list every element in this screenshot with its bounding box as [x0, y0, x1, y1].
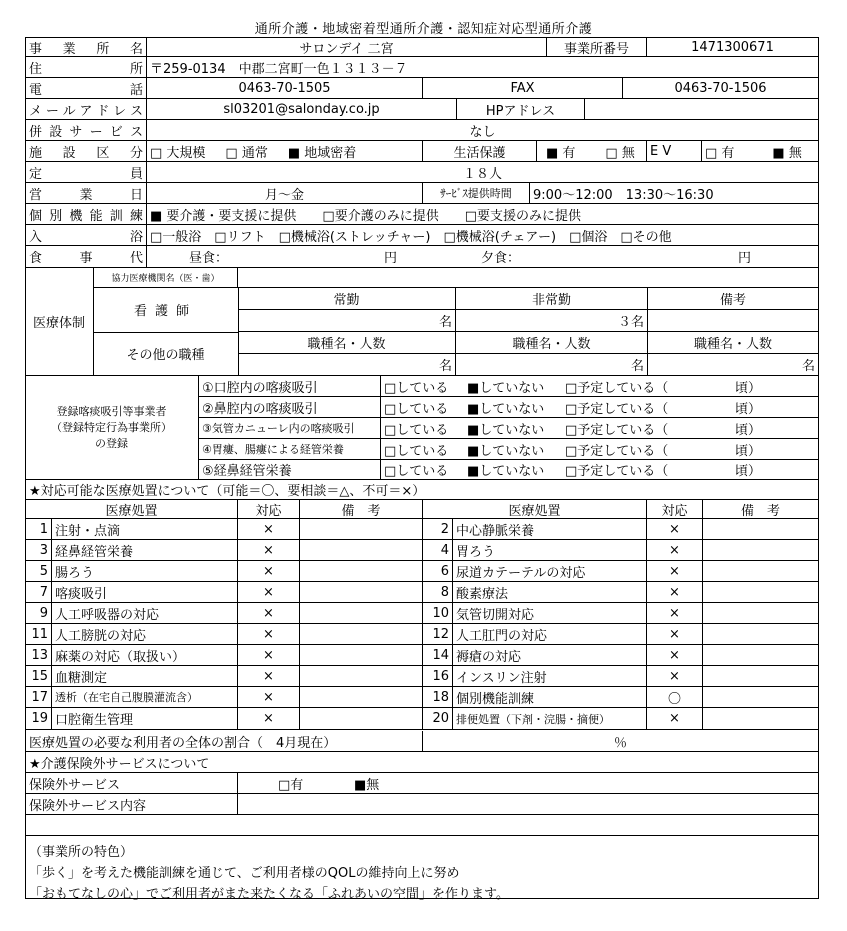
- treatment-mark: ×: [238, 582, 300, 602]
- suction-item-name: ⑤経鼻経管栄養: [199, 460, 381, 479]
- dinner-unit: 円: [738, 251, 752, 266]
- insurance-content-value: [238, 794, 818, 814]
- suction-plan-end: 頃）: [735, 422, 762, 438]
- treatment-name: 人工呼吸器の対応: [52, 603, 238, 623]
- treatment-mark: ×: [238, 561, 300, 581]
- note-col-right: 備 考: [740, 503, 780, 518]
- support-col-right: 対応: [647, 500, 703, 518]
- row-nurse-head: [238, 288, 818, 310]
- features-line2: 「おもてなしの心」でご利用者がまた来たくなる「ふれあいの空間」を作ります。: [29, 887, 509, 902]
- facility-local-checkbox[interactable]: ■ 地域密着: [287, 145, 357, 161]
- row-mail-hp: [26, 99, 818, 120]
- fulltime-count: 名: [238, 310, 456, 331]
- treatment-row: [26, 561, 818, 582]
- treatment-no: 6: [423, 561, 453, 581]
- suction-row: [199, 460, 818, 480]
- parttime-header: 非常勤: [456, 288, 648, 309]
- row-insurance-content: [26, 794, 818, 815]
- treatment-mark: ×: [647, 624, 703, 644]
- suction-registration-label: [25, 376, 199, 480]
- training-label: 個 別 機 能 訓 練: [26, 204, 147, 224]
- ev-options: [702, 141, 818, 161]
- suction-plan-end: 頃）: [735, 380, 762, 396]
- ratio-label: 医療処置の必要な利用者の全体の割合（ 4月現在）: [26, 731, 423, 751]
- suction-item-name: ③気管カニューレ内の喀痰吸引: [199, 418, 381, 438]
- parttime-count: ３名: [456, 310, 648, 331]
- treatment-no: 3: [26, 540, 52, 560]
- ev-yes-checkbox[interactable]: □ 有: [705, 145, 735, 161]
- suction-item-name: ②鼻腔内の喀痰吸引: [199, 397, 381, 417]
- partner-label: 協力医療機関名（医・歯）: [94, 268, 238, 287]
- note-col-left: 備 考: [300, 500, 423, 518]
- days-label: 営 業 日: [26, 183, 147, 203]
- row-address: [26, 57, 818, 78]
- treatment-note: [703, 645, 818, 665]
- treatment-note: [300, 519, 423, 539]
- features-line1: 「歩く」を考えた機能訓練を通じて、ご利用者様のQOLの維持向上に努め: [29, 866, 460, 881]
- treatment-note: [703, 603, 818, 623]
- treatment-row: [26, 645, 818, 666]
- insurance-service-options: [238, 773, 818, 793]
- capacity-label: 定 員: [26, 162, 147, 182]
- treatment-note: [300, 582, 423, 602]
- suction-label-line1: 登録喀痰吸引等事業者: [56, 404, 167, 418]
- row-nurse-values: [238, 310, 818, 332]
- treatment-mark: ×: [647, 603, 703, 623]
- treatment-mark: ×: [238, 540, 300, 560]
- ev-label: E V: [647, 141, 702, 161]
- treatment-name: 口腔衛生管理: [52, 708, 238, 729]
- row-treatment-header: [26, 500, 818, 519]
- row-blank: [26, 815, 818, 836]
- suction-not-checkbox[interactable]: ■していない: [467, 464, 545, 479]
- treatment-no: 14: [423, 645, 453, 665]
- treatment-row: [26, 582, 818, 603]
- treatment-row: [26, 624, 818, 645]
- insurance-yes-checkbox[interactable]: □有: [278, 777, 304, 793]
- treatment-no: 11: [26, 624, 52, 644]
- row-treatment-heading: [26, 480, 818, 500]
- treatment-note: [703, 708, 818, 729]
- treatment-mark: ×: [647, 582, 703, 602]
- suction-plan-checkbox[interactable]: □予定している（: [565, 443, 669, 459]
- tel-label: 電 話: [26, 78, 147, 98]
- row-capacity: [26, 162, 818, 183]
- document-title: 通所介護・地域密着型通所介護・認知症対応型通所介護: [254, 22, 593, 37]
- suction-item-name: ④胃瘻、腸瘻による経管栄養: [199, 439, 381, 459]
- treatment-no: 10: [423, 603, 453, 623]
- suction-plan-checkbox[interactable]: □予定している（: [565, 380, 669, 396]
- mail-label: メ ー ル ア ド レ ス: [26, 99, 147, 119]
- treatment-note: [703, 561, 818, 581]
- dinner-label: 夕食：: [481, 251, 521, 266]
- treatment-name: 尿道カテーテルの対応: [453, 561, 647, 581]
- treatment-name: 血糖測定: [52, 666, 238, 686]
- insurance-service-label: 保険外サービス: [26, 773, 238, 793]
- treatment-mark: ×: [238, 645, 300, 665]
- treatment-row: [26, 603, 818, 624]
- address-value: 〒259-0134 中郡二宮町一色１３１３－７: [150, 61, 408, 77]
- hp-value: [585, 99, 818, 119]
- row-insurance-heading: [26, 752, 818, 773]
- nurse-note-value: [648, 310, 818, 331]
- suction-not-checkbox[interactable]: ■していない: [467, 380, 545, 396]
- bath-label: 入 浴: [26, 225, 147, 245]
- mail-value: sl03201@salonday.co.jp: [147, 99, 457, 119]
- capacity-value: １８人: [462, 166, 502, 182]
- treatment-name: 麻薬の対応（取扱い）: [52, 645, 238, 665]
- suction-plan-checkbox[interactable]: □予定している（: [565, 401, 669, 417]
- job-count-3: 名: [801, 359, 815, 374]
- treatment-no: 13: [26, 645, 52, 665]
- row-office-name: [26, 38, 818, 57]
- welfare-label: 生活保護: [423, 141, 537, 161]
- suction-row: [199, 397, 818, 418]
- hours-label: ｻｰﾋﾞｽ提供時間: [423, 183, 530, 203]
- treatment-mark: ×: [647, 645, 703, 665]
- fax-label: FAX: [423, 78, 623, 98]
- suction-not-checkbox[interactable]: ■していない: [467, 422, 545, 438]
- welfare-no-checkbox[interactable]: □ 無: [605, 145, 635, 161]
- row-facility: [26, 141, 818, 162]
- treatment-mark: ×: [647, 708, 703, 729]
- treatment-name: 中心静脈栄養: [453, 519, 647, 539]
- treatment-mark: ×: [647, 561, 703, 581]
- facility-large-checkbox[interactable]: □ 大規模: [150, 145, 206, 161]
- treatment-note: [703, 666, 818, 686]
- address-label: 住 所: [26, 57, 147, 77]
- treatment-note: [300, 666, 423, 686]
- treatment-mark: ×: [238, 519, 300, 539]
- suction-item-status: [381, 460, 818, 479]
- treatment-no: 15: [26, 666, 52, 686]
- features-heading: （事業所の特色）: [29, 845, 134, 860]
- hours-value: 9:00～12:00 13:30～16:30: [533, 187, 714, 203]
- welfare-options: [537, 141, 647, 161]
- treatment-no: 19: [26, 708, 52, 729]
- suction-not-checkbox[interactable]: ■していない: [467, 443, 545, 459]
- facility-info-form: [25, 37, 819, 902]
- treatment-name: 人工肛門の対応: [453, 624, 647, 644]
- welfare-yes-checkbox[interactable]: ■ 有: [546, 145, 576, 161]
- treatment-row: [26, 666, 818, 687]
- treatment-no: 4: [423, 540, 453, 560]
- treatment-name: インスリン注射: [453, 666, 647, 686]
- suction-row: [199, 418, 818, 439]
- treatment-no: 7: [26, 582, 52, 602]
- insurance-content-label: 保険外サービス内容: [26, 794, 238, 814]
- nurse-note-header: 備考: [719, 293, 746, 308]
- treatment-name: 注射・点滴: [52, 519, 238, 539]
- treatment-note: [703, 687, 818, 707]
- treatment-note: [300, 645, 423, 665]
- suction-not-checkbox[interactable]: ■していない: [467, 401, 545, 417]
- row-combined: [26, 120, 818, 141]
- treatment-mark: ×: [238, 708, 300, 729]
- suction-item-status: [381, 376, 818, 396]
- treatment-note: [300, 687, 423, 707]
- treatment-name: 排便処置（下剤・浣腸・摘便）: [453, 708, 647, 729]
- nurse-label: 看護師: [93, 287, 239, 333]
- treatment-note: [300, 561, 423, 581]
- insurance-no-checkbox[interactable]: ■無: [354, 777, 380, 793]
- suction-doing-checkbox[interactable]: □している: [384, 464, 449, 479]
- lunch-label: 昼食：: [189, 251, 229, 266]
- treatment-row: [26, 540, 818, 561]
- job-header-3: 職種名・人数: [693, 337, 772, 352]
- treatment-note: [703, 540, 818, 560]
- facility-label: 施 設 区 分: [26, 141, 147, 161]
- treatment-mark: ×: [238, 624, 300, 644]
- ratio-value: ％: [613, 735, 627, 751]
- medical-system-label: 医療体制: [25, 268, 94, 376]
- treatment-no: 8: [423, 582, 453, 602]
- suction-doing-checkbox[interactable]: □している: [384, 401, 449, 417]
- suction-plan-end: 頃）: [735, 443, 762, 459]
- treatment-no: 9: [26, 603, 52, 623]
- suction-plan-end: 頃）: [735, 401, 762, 417]
- office-number-label: 事業所番号: [547, 38, 647, 56]
- suction-item-status: [381, 439, 818, 459]
- suction-label-line3: の登録: [95, 436, 128, 450]
- treatment-no: 18: [423, 687, 453, 707]
- suction-plan-end: 頃）: [735, 464, 762, 479]
- suction-item-name: ①口腔内の喀痰吸引: [199, 376, 381, 396]
- treatment-heading: ★対応可能な医療処置について（可能＝〇、要相談＝△、不可＝×）: [29, 484, 426, 499]
- treatment-note: [300, 708, 423, 729]
- row-insurance-service: [26, 773, 818, 794]
- treatment-name: 喀痰吸引: [52, 582, 238, 602]
- office-name-label: 事 業 所 名: [26, 38, 147, 56]
- treatment-note: [300, 603, 423, 623]
- treatment-mark: ×: [238, 666, 300, 686]
- lunch-unit: 円: [384, 251, 398, 266]
- meal-label: 食 事 代: [26, 246, 147, 267]
- suction-row: [199, 439, 818, 460]
- job-header-2: 職種名・人数: [456, 332, 648, 353]
- training-options[interactable]: ■ 要介護・要支援に提供 □要介護のみに提供 □要支援のみに提供: [150, 208, 581, 224]
- treatment-mark: ×: [647, 519, 703, 539]
- treatment-no: 1: [26, 519, 52, 539]
- treatment-name: 透析（在宅自己腹膜灌流含）: [52, 687, 238, 707]
- suction-row: [199, 376, 818, 397]
- treatment-name: 個別機能訓練: [453, 687, 647, 707]
- facility-options: [147, 141, 423, 161]
- facility-normal-checkbox[interactable]: □ 通常: [225, 145, 268, 161]
- row-meal: [26, 246, 818, 268]
- job-count-2: 名: [456, 354, 648, 375]
- meal-values: [147, 246, 818, 267]
- treatment-no: 20: [423, 708, 453, 729]
- treatment-mark: ×: [238, 603, 300, 623]
- row-days: [26, 183, 818, 204]
- bath-options[interactable]: □一般浴 □リフト □機械浴(ストレッチャー) □機械浴(チェアー) □個浴 □その他: [150, 229, 672, 245]
- other-staff-label: その他の職種: [93, 331, 239, 376]
- row-bath: [26, 225, 818, 246]
- job-count-1: 名: [238, 354, 456, 375]
- row-other-values: [238, 354, 818, 376]
- insurance-heading: ★介護保険外サービスについて: [29, 756, 210, 772]
- treatment-name: 気管切開対応: [453, 603, 647, 623]
- row-partner: [94, 268, 818, 288]
- treatment-note: [703, 519, 818, 539]
- office-name-value: サロンデイ 二宮: [147, 38, 547, 56]
- suction-item-status: [381, 397, 818, 417]
- treatment-row: [26, 708, 818, 730]
- treatment-note: [703, 582, 818, 602]
- suction-doing-checkbox[interactable]: □している: [384, 422, 449, 438]
- treatment-col-left: 医療処置: [26, 500, 238, 518]
- combined-label: 併 設 サ ー ビ ス: [26, 120, 147, 140]
- fax-value: 0463-70-1506: [674, 80, 767, 96]
- treatment-col-right: 医療処置: [423, 500, 647, 518]
- suction-label-line2: （登録特定行為事業所）: [51, 420, 172, 434]
- treatment-mark: ×: [647, 540, 703, 560]
- days-value: 月～金: [147, 183, 423, 203]
- suction-doing-checkbox[interactable]: □している: [384, 380, 449, 396]
- suction-plan-checkbox[interactable]: □予定している（: [565, 464, 669, 479]
- treatment-name: 経鼻経管栄養: [52, 540, 238, 560]
- treatment-note: [703, 624, 818, 644]
- treatment-note: [300, 540, 423, 560]
- row-ratio: [26, 731, 818, 752]
- treatment-no: 12: [423, 624, 453, 644]
- tel-value: 0463-70-1505: [147, 78, 423, 98]
- hp-label: HPアドレス: [457, 99, 585, 119]
- ev-no-checkbox[interactable]: ■ 無: [772, 145, 802, 161]
- treatment-row: [26, 519, 818, 540]
- treatment-row: [26, 687, 818, 708]
- suction-plan-checkbox[interactable]: □予定している（: [565, 422, 669, 438]
- partner-value: [238, 268, 818, 287]
- row-training: [26, 204, 818, 225]
- support-col-left: 対応: [238, 500, 300, 518]
- combined-value: なし: [469, 124, 496, 140]
- treatment-name: 人工膀胱の対応: [52, 624, 238, 644]
- treatment-name: 褥瘡の対応: [453, 645, 647, 665]
- treatment-no: 17: [26, 687, 52, 707]
- row-other-head: [238, 332, 818, 354]
- suction-item-status: [381, 418, 818, 438]
- treatment-mark: 〇: [647, 687, 703, 707]
- treatment-mark: ×: [238, 687, 300, 707]
- treatment-name: 酸素療法: [453, 582, 647, 602]
- suction-doing-checkbox[interactable]: □している: [384, 443, 449, 459]
- treatment-no: 2: [423, 519, 453, 539]
- treatment-no: 5: [26, 561, 52, 581]
- treatment-mark: ×: [647, 666, 703, 686]
- job-header-1: 職種名・人数: [238, 332, 456, 353]
- row-tel-fax: [26, 78, 818, 99]
- fulltime-header: 常勤: [238, 288, 456, 309]
- treatment-note: [300, 624, 423, 644]
- office-number-value: 1471300671: [691, 39, 774, 55]
- treatment-name: 腸ろう: [52, 561, 238, 581]
- treatment-no: 16: [423, 666, 453, 686]
- treatment-name: 胃ろう: [453, 540, 647, 560]
